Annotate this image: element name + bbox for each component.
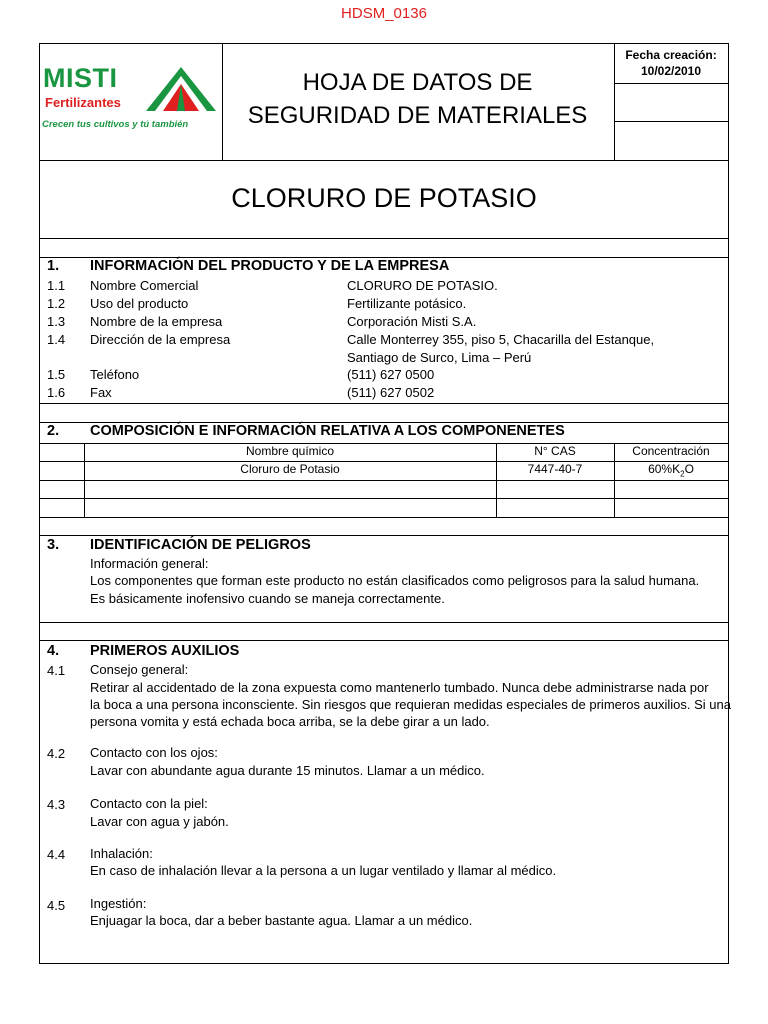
s1-row-num: 1.1 [47,278,66,293]
creation-date [614,47,728,79]
s3-text-line: Es básicamente inofensivo cuando se maneja correctamente. [90,591,445,606]
s4-item-num: 4.4 [47,847,66,862]
col-header-cas: N° CAS [534,444,576,458]
s1-bottom-line [40,403,729,404]
s1-row-num: 1.4 [47,332,66,347]
product-name: CLORURO DE POTASIO [231,183,537,213]
s1-row-value: Fertilizante potásico. [347,296,467,311]
col-header-name: Nombre químico [245,444,335,458]
title-line-1: HOJA DE DATOS DE [302,69,533,96]
s1-row-num: 1.5 [47,367,66,382]
s4-item-line: En caso de inhalación llevar a la persona a un lugar ventilado y llamar al médico. [90,863,557,878]
product-bottom-line [40,238,729,239]
s4-item-num: 4.1 [47,663,66,678]
s4-item-line: la boca a una persona inconsciente. Sin riesgos que requieran medidas especiales de primeros auxilios. Si una [90,697,731,712]
s1-row-label: Fax [90,385,112,400]
s1-row-value: Calle Monterrey 355, piso 5, Chacarilla del Estanque, [347,332,655,347]
s1-title: INFORMACIÓN DEL PRODUCTO Y DE LA EMPRESA [90,258,450,274]
s2-number: 2. [47,423,60,439]
s4-item-line: Enjuagar la boca, dar a beber bastante agua. Llamar a un médico. [90,913,473,928]
concentration-subscript: 2 [680,469,685,479]
s1-number: 1. [47,258,60,274]
s4-item-label: Contacto con la piel: [90,796,208,811]
meta-line-2 [614,121,729,122]
s2-row4-line [40,517,729,518]
s1-row-label: Nombre de la empresa [90,314,223,329]
title-line-2: SEGURIDAD DE MATERIALES [247,102,588,129]
s4-item-line: Lavar con abundante agua durante 15 minutos. Llamar a un médico. [90,763,485,778]
s1-row-value: (511) 627 0502 [347,385,435,400]
s1-row-label: Uso del producto [90,296,189,311]
logo-tagline: Crecen tus cultivos y tú también [42,119,189,130]
s1-row-label: Teléfono [90,367,140,382]
document-code: HDSM_0136 [341,5,427,22]
concentration-suffix: O [684,462,694,476]
cell-chemical-name: Cloruro de Potasio [240,462,340,476]
s1-row-num: 1.2 [47,296,66,311]
s4-top-line [40,640,729,641]
s1-row-value: Corporación Misti S.A. [347,314,477,329]
mountain-logo-icon [145,66,217,112]
header-bottom-line [40,160,729,161]
s4-item-line: Retirar al accidentado de la zona expuesta como mantenerlo tumbado. Nunca debe administrarse nada por [90,680,709,695]
s4-item-label: Consejo general: [90,662,189,677]
document-title [222,66,613,132]
creation-date-label: Fecha creación: [625,48,717,62]
s3-text-line: Los componentes que forman este producto no están clasificados como peligrosos para la salud humana. [90,573,700,588]
s2-row2-line [40,480,729,481]
logo-subtitle: Fertilizantes [45,95,121,110]
s4-number: 4. [47,643,60,659]
s3-label: Información general: [90,556,209,571]
s3-bottom-line [40,622,729,623]
cell-cas-number: 7447-40-7 [527,462,583,476]
s3-top-line [40,535,729,536]
s4-item-line: persona vomita y está echada boca arriba, se la debe girar a un lado. [90,714,490,729]
s4-item-line: Lavar con agua y jabón. [90,814,229,829]
meta-line-1 [614,83,729,84]
cell-concentration [614,462,728,478]
concentration-value: 60%K [648,462,681,476]
s1-row-num: 1.3 [47,314,66,329]
s4-item-num: 4.3 [47,797,66,812]
s1-row-value: (511) 627 0500 [347,367,435,382]
s4-item-num: 4.5 [47,898,66,913]
s4-item-num: 4.2 [47,746,66,761]
s4-item-label: Inhalación: [90,846,153,861]
col-header-concentration: Concentración [632,444,710,458]
creation-date-value: 10/02/2010 [640,64,702,78]
s1-row-label: Dirección de la empresa [90,332,231,347]
s1-row-num: 1.6 [47,385,66,400]
s3-number: 3. [47,537,60,553]
s3-title: IDENTIFICACIÓN DE PELIGROS [90,537,311,553]
s2-title: COMPOSICIÓN E INFORMACIÓN RELATIVA A LOS COMPONENETES [90,423,565,439]
s1-row-value: CLORURO DE POTASIO. [347,278,498,293]
s2-row3-line [40,498,729,499]
logo-brand: MISTI [43,63,118,93]
s4-item-label: Contacto con los ojos: [90,745,218,760]
s1-row-label: Nombre Comercial [90,278,199,293]
s1-row-value-cont: Santiago de Surco, Lima – Perú [347,350,532,365]
s4-title: PRIMEROS AUXILIOS [90,643,240,659]
s4-item-label: Ingestión: [90,896,147,911]
